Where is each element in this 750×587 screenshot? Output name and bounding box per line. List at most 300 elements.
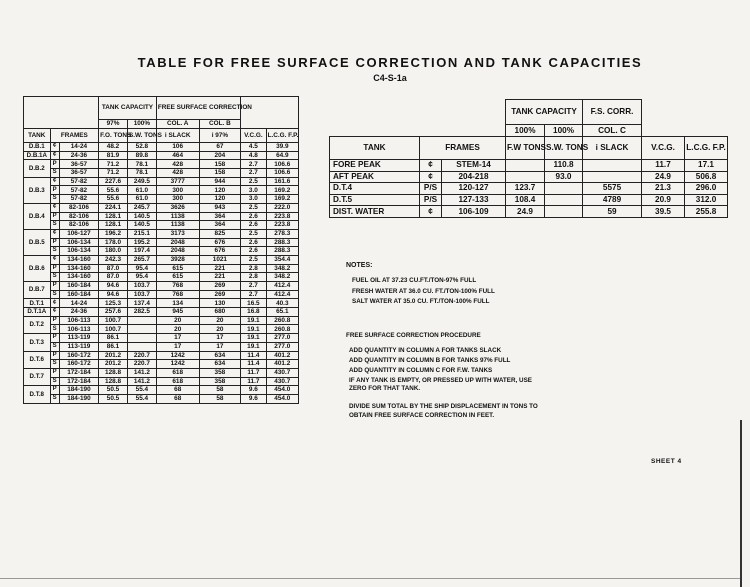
frames-cell: 14-24 (59, 143, 98, 152)
table-row (24, 195, 299, 204)
table-row (24, 368, 299, 377)
vcg-cell: 2.6 (241, 212, 266, 221)
i97-cell: 221 (199, 273, 241, 282)
header-i-97: i 97% (199, 129, 241, 143)
slack-cell: 768 (156, 282, 199, 291)
side-marker: S (50, 169, 59, 178)
vcg-cell: 11.7 (241, 368, 266, 377)
vcg-cell: 2.7 (241, 160, 266, 169)
slack-cell: 3173 (156, 229, 199, 238)
vcg-cell: 4.8 (241, 151, 266, 160)
header-tank: TANK (24, 129, 51, 143)
header-col-b: COL. B (199, 120, 241, 129)
procedure-line: ADD QUANTITY IN COLUMN C FOR F.W. TANKS (349, 367, 493, 375)
vcg-cell: 39.5 (642, 206, 685, 218)
slack-cell: 134 (156, 299, 199, 308)
procedure-line: IF ANY TANK IS EMPTY, OR PRESSED UP WITH WATER, USE (349, 376, 532, 384)
slack-cell: 5575 (583, 183, 642, 195)
vcg-cell: 2.8 (241, 264, 266, 273)
slack-cell: 68 (156, 386, 199, 395)
frames-cell: 160-184 (59, 290, 98, 299)
frames-cell: 120-127 (442, 183, 506, 195)
procedure-list (349, 346, 532, 394)
vcg-cell: 24.9 (642, 171, 685, 183)
i97-cell: 20 (199, 316, 241, 325)
procedure-line: ADD QUANTITY IN COLUMN A FOR TANKS SLACK (349, 347, 502, 354)
frames-cell: 134-160 (59, 264, 98, 273)
frames-cell: 204-218 (442, 171, 506, 183)
frames-cell: 172-184 (59, 368, 98, 377)
page-subtitle: C4-S-1a (373, 73, 407, 83)
lcg-cell: 278.3 (266, 229, 298, 238)
side-marker: ¢ (420, 160, 442, 172)
vcg-cell: 2.5 (241, 177, 266, 186)
fo-tons-cell: 178.0 (99, 238, 128, 247)
frames-cell: 106-134 (59, 238, 98, 247)
sw-tons-cell: 137.4 (127, 299, 156, 308)
i97-cell: 158 (199, 169, 241, 178)
sw-tons-cell: 265.7 (127, 255, 156, 264)
side-marker: P/S (420, 183, 442, 195)
table-row (24, 282, 299, 291)
header-tank-capacity: TANK CAPACITY (506, 100, 583, 125)
fo-tons-cell: 55.6 (99, 186, 128, 195)
frames-cell: 113-119 (59, 334, 98, 343)
sw-tons-cell: 55.4 (127, 386, 156, 395)
vcg-cell: 4.5 (241, 143, 266, 152)
lcg-cell: 454.0 (266, 394, 298, 403)
lcg-cell: 277.0 (266, 334, 298, 343)
lcg-cell: 506.8 (685, 171, 728, 183)
table-row (24, 255, 299, 264)
sw-tons-cell: 89.8 (127, 151, 156, 160)
slack-cell: 3777 (156, 177, 199, 186)
table-row (24, 386, 299, 395)
tank-name: D.B.1A (24, 151, 51, 160)
tank-name: D.T.4 (330, 183, 420, 195)
table-row (24, 299, 299, 308)
fw-tons-cell: 108.4 (506, 194, 545, 206)
lcg-cell: 401.2 (266, 351, 298, 360)
table-row (330, 171, 728, 183)
note-line: SALT WATER AT 35.0 CU. FT./TON-100% FULL (352, 298, 490, 305)
procedure-heading: FREE SURFACE CORRECTION PROCEDURE (346, 332, 481, 339)
fo-tons-cell: 125.3 (99, 299, 128, 308)
side-marker: ¢ (50, 299, 59, 308)
lcg-cell: 223.8 (266, 221, 298, 230)
header-lcg: L.C.G. F.P. (685, 137, 728, 160)
fo-tons-cell: 128.8 (99, 368, 128, 377)
fo-tons-cell: 227.6 (99, 177, 128, 186)
slack-cell: 618 (156, 377, 199, 386)
side-marker: S (50, 394, 59, 403)
vcg-cell: 11.7 (241, 377, 266, 386)
tank-name: D.B.4 (24, 203, 51, 229)
fo-tons-cell: 55.6 (99, 195, 128, 204)
sw-tons-cell: 78.1 (127, 160, 156, 169)
sw-tons-cell: 249.5 (127, 177, 156, 186)
tank-name: D.T.8 (24, 386, 51, 403)
lcg-cell: 255.8 (685, 206, 728, 218)
sheet-number: SHEET 4 (651, 458, 682, 465)
fo-tons-cell: 81.9 (99, 151, 128, 160)
header-free-surface-correction: FREE SURFACE CORRECTION (156, 97, 240, 120)
lcg-cell: 296.0 (685, 183, 728, 195)
fo-tons-cell: 48.2 (99, 143, 128, 152)
i97-cell: 364 (199, 221, 241, 230)
lcg-cell: 169.2 (266, 186, 298, 195)
slack-cell: 17 (156, 334, 199, 343)
vcg-cell: 11.4 (241, 351, 266, 360)
side-marker: P (50, 264, 59, 273)
table-row (24, 160, 299, 169)
fo-tons-cell: 100.7 (99, 316, 128, 325)
lcg-cell: 277.0 (266, 342, 298, 351)
sw-tons-cell (545, 183, 583, 195)
header-tank: TANK (330, 137, 420, 160)
sw-tons-cell: 141.2 (127, 368, 156, 377)
header-fs-corr: F.S. CORR. (583, 100, 642, 125)
table-row (24, 290, 299, 299)
tank-name: D.B.3 (24, 177, 51, 203)
lcg-cell: 169.2 (266, 195, 298, 204)
notes-list (352, 276, 495, 308)
frames-cell: 24-36 (59, 151, 98, 160)
i97-cell: 58 (199, 394, 241, 403)
vcg-cell: 11.4 (241, 360, 266, 369)
tank-name: D.B.1 (24, 143, 51, 152)
frames-cell: 134-160 (59, 273, 98, 282)
frames-cell: 24-36 (59, 308, 98, 317)
sw-tons-cell: 78.1 (127, 169, 156, 178)
vcg-cell: 19.1 (241, 342, 266, 351)
fo-tons-cell: 86.1 (99, 342, 128, 351)
procedure-line: ZERO FOR THAT TANK. (349, 385, 421, 393)
table-row (24, 377, 299, 386)
header-frames: FRAMES (50, 129, 99, 143)
fo-tons-cell: 201.2 (99, 351, 128, 360)
slack-cell: 1138 (156, 212, 199, 221)
side-marker: P (50, 351, 59, 360)
lcg-cell: 430.7 (266, 368, 298, 377)
tank-name: D.T.3 (24, 334, 51, 351)
frames-cell: 160-172 (59, 360, 98, 369)
header-tank-capacity: TANK CAPACITY (99, 97, 157, 120)
header-97: 97% (99, 120, 128, 129)
fresh-water-tank-table (329, 99, 728, 218)
header-sw-tons: S.W. TONS (545, 137, 583, 160)
frames-cell: 82-106 (59, 203, 98, 212)
side-marker: ¢ (50, 203, 59, 212)
slack-cell: 20 (156, 316, 199, 325)
side-marker: S (50, 247, 59, 256)
table-row (24, 325, 299, 334)
i97-cell: 158 (199, 160, 241, 169)
frames-cell: 184-190 (59, 394, 98, 403)
sw-tons-cell: 95.4 (127, 264, 156, 273)
slack-cell: 68 (156, 394, 199, 403)
table-row (24, 221, 299, 230)
sw-tons-cell: 61.0 (127, 195, 156, 204)
frames-cell: 106-113 (59, 325, 98, 334)
i97-cell: 120 (199, 186, 241, 195)
slack-cell: 945 (156, 308, 199, 317)
header-lcg: L.C.G. F.P. (266, 129, 298, 143)
lcg-cell: 40.3 (266, 299, 298, 308)
vcg-cell: 16.8 (241, 308, 266, 317)
frames-cell: STEM-14 (442, 160, 506, 172)
side-marker: ¢ (50, 255, 59, 264)
lcg-cell: 454.0 (266, 386, 298, 395)
i97-cell: 825 (199, 229, 241, 238)
table-row (24, 229, 299, 238)
slack-cell: 300 (156, 195, 199, 204)
slack-cell: 17 (156, 342, 199, 351)
side-marker: P (50, 282, 59, 291)
lcg-cell: 354.4 (266, 255, 298, 264)
fo-tons-cell: 128.1 (99, 212, 128, 221)
lcg-cell: 401.2 (266, 360, 298, 369)
slack-cell: 3928 (156, 255, 199, 264)
sw-tons-cell: 245.7 (127, 203, 156, 212)
vcg-cell: 2.5 (241, 229, 266, 238)
vcg-cell: 2.7 (241, 290, 266, 299)
fo-tons-cell: 86.1 (99, 334, 128, 343)
tank-name: D.T.7 (24, 368, 51, 385)
side-marker: ¢ (50, 143, 59, 152)
table-row (24, 342, 299, 351)
header-frames: FRAMES (420, 137, 506, 160)
frames-cell: 184-190 (59, 386, 98, 395)
lcg-cell: 412.4 (266, 282, 298, 291)
table-row (24, 186, 299, 195)
vcg-cell: 2.7 (241, 169, 266, 178)
lcg-cell: 223.8 (266, 212, 298, 221)
slack-cell: 2048 (156, 238, 199, 247)
vcg-cell: 11.7 (642, 160, 685, 172)
tank-name: DIST. WATER (330, 206, 420, 218)
table-row (24, 334, 299, 343)
table-row (24, 273, 299, 282)
sw-tons-cell: 141.2 (127, 377, 156, 386)
side-marker: P (50, 238, 59, 247)
vcg-cell: 19.1 (241, 316, 266, 325)
side-marker: P (50, 186, 59, 195)
frames-cell: 14-24 (59, 299, 98, 308)
fo-tons-cell: 196.2 (99, 229, 128, 238)
header-col-a: COL. A (156, 120, 199, 129)
slack-cell: 618 (156, 368, 199, 377)
slack-cell: 1138 (156, 221, 199, 230)
fw-tons-cell: 123.7 (506, 183, 545, 195)
fo-tons-cell: 242.3 (99, 255, 128, 264)
side-marker: S (50, 290, 59, 299)
slack-cell: 428 (156, 160, 199, 169)
header-fo-tons: F.O. TONS (99, 129, 128, 143)
frames-cell: 57-82 (59, 186, 98, 195)
table-row (330, 194, 728, 206)
procedure-line: ADD QUANTITY IN COLUMN B FOR TANKS 97% FULL (349, 357, 511, 365)
fo-tons-cell: 71.2 (99, 169, 128, 178)
side-marker: ¢ (420, 171, 442, 183)
sw-tons-cell: 93.0 (545, 171, 583, 183)
vcg-cell: 3.0 (241, 195, 266, 204)
sw-tons-cell (127, 325, 156, 334)
i97-cell: 221 (199, 264, 241, 273)
free-surface-table (23, 96, 299, 404)
frames-cell: 36-57 (59, 169, 98, 178)
i97-cell: 1021 (199, 255, 241, 264)
fo-tons-cell: 201.2 (99, 360, 128, 369)
frames-cell: 82-106 (59, 212, 98, 221)
sw-tons-cell (545, 206, 583, 218)
side-marker: P/S (420, 194, 442, 206)
vcg-cell: 21.3 (642, 183, 685, 195)
fo-tons-cell: 224.1 (99, 203, 128, 212)
vcg-cell: 20.9 (642, 194, 685, 206)
lcg-cell: 260.8 (266, 325, 298, 334)
table-row (330, 183, 728, 195)
slack-cell: 106 (156, 143, 199, 152)
lcg-cell: 260.8 (266, 316, 298, 325)
sw-tons-cell: 140.5 (127, 221, 156, 230)
lcg-cell: 222.0 (266, 203, 298, 212)
frames-cell: 113-119 (59, 342, 98, 351)
side-marker: S (50, 360, 59, 369)
header-100-fw: 100% (506, 125, 545, 137)
table-row (24, 177, 299, 186)
page-title: TABLE FOR FREE SURFACE CORRECTION AND TANK CAPACITIES (137, 55, 643, 70)
i97-cell: 676 (199, 247, 241, 256)
side-marker: S (50, 342, 59, 351)
frames-cell: 57-82 (59, 177, 98, 186)
slack-cell (583, 160, 642, 172)
vcg-cell: 3.0 (241, 186, 266, 195)
tank-name: D.B.6 (24, 255, 51, 281)
sw-tons-cell: 103.7 (127, 282, 156, 291)
slack-cell: 1242 (156, 351, 199, 360)
fo-tons-cell: 87.0 (99, 264, 128, 273)
header-vcg: V.C.G. (241, 129, 266, 143)
side-marker: ¢ (50, 229, 59, 238)
tank-name: AFT PEAK (330, 171, 420, 183)
lcg-cell: 348.2 (266, 273, 298, 282)
sw-tons-cell: 282.5 (127, 308, 156, 317)
i97-cell: 20 (199, 325, 241, 334)
i97-cell: 364 (199, 212, 241, 221)
sw-tons-cell: 220.7 (127, 351, 156, 360)
slack-cell: 464 (156, 151, 199, 160)
slack-cell: 428 (156, 169, 199, 178)
i97-cell: 58 (199, 386, 241, 395)
vcg-cell: 19.1 (241, 334, 266, 343)
page-edge (740, 420, 742, 587)
i97-cell: 269 (199, 290, 241, 299)
fo-tons-cell: 180.0 (99, 247, 128, 256)
sw-tons-cell: 52.8 (127, 143, 156, 152)
frames-cell: 160-172 (59, 351, 98, 360)
fo-tons-cell: 94.6 (99, 282, 128, 291)
vcg-cell: 16.5 (241, 299, 266, 308)
side-marker: S (50, 273, 59, 282)
header-fw-tons: F.W TONS (506, 137, 545, 160)
tank-name: D.T.1A (24, 308, 51, 317)
table-row (24, 143, 299, 152)
i97-cell: 680 (199, 308, 241, 317)
tank-name: FORE PEAK (330, 160, 420, 172)
lcg-cell: 288.3 (266, 238, 298, 247)
slack-cell: 615 (156, 264, 199, 273)
side-marker: ¢ (420, 206, 442, 218)
sw-tons-cell: 195.2 (127, 238, 156, 247)
vcg-cell: 19.1 (241, 325, 266, 334)
frames-cell: 134-160 (59, 255, 98, 264)
vcg-cell: 2.6 (241, 238, 266, 247)
tank-name: D.T.6 (24, 351, 51, 368)
lcg-cell: 39.9 (266, 143, 298, 152)
table-row (24, 264, 299, 273)
slack-cell: 300 (156, 186, 199, 195)
sw-tons-cell (545, 194, 583, 206)
side-marker: S (50, 195, 59, 204)
fo-tons-cell: 71.2 (99, 160, 128, 169)
sw-tons-cell: 197.4 (127, 247, 156, 256)
sw-tons-cell: 215.1 (127, 229, 156, 238)
i97-cell: 358 (199, 368, 241, 377)
side-marker: ¢ (50, 151, 59, 160)
i97-cell: 358 (199, 377, 241, 386)
vcg-cell: 2.6 (241, 221, 266, 230)
frames-cell: 57-82 (59, 195, 98, 204)
frames-cell: 106-113 (59, 316, 98, 325)
side-marker: S (50, 377, 59, 386)
side-marker: P (50, 316, 59, 325)
frames-cell: 82-106 (59, 221, 98, 230)
i97-cell: 634 (199, 360, 241, 369)
tank-name: D.T.1 (24, 299, 51, 308)
notes-heading: NOTES: (346, 262, 373, 269)
table-row (24, 247, 299, 256)
i97-cell: 943 (199, 203, 241, 212)
side-marker: P (50, 386, 59, 395)
tank-name: D.B.5 (24, 229, 51, 255)
fo-tons-cell: 94.6 (99, 290, 128, 299)
tank-name: D.T.5 (330, 194, 420, 206)
table-row (330, 160, 728, 172)
slack-cell: 3626 (156, 203, 199, 212)
procedure-divide (349, 402, 538, 420)
header-i-slack: i SLACK (156, 129, 199, 143)
side-marker: P (50, 368, 59, 377)
fw-tons-cell (506, 171, 545, 183)
fo-tons-cell: 128.1 (99, 221, 128, 230)
slack-cell: 768 (156, 290, 199, 299)
fo-tons-cell: 50.5 (99, 394, 128, 403)
table-row (24, 212, 299, 221)
vcg-cell: 2.7 (241, 282, 266, 291)
slack-cell (583, 171, 642, 183)
header-sw-tons: S.W. TONS (127, 129, 156, 143)
tank-name: D.B.7 (24, 282, 51, 299)
sw-tons-cell: 103.7 (127, 290, 156, 299)
i97-cell: 676 (199, 238, 241, 247)
lcg-cell: 65.1 (266, 308, 298, 317)
frames-cell: 127-133 (442, 194, 506, 206)
header-100: 100% (127, 120, 156, 129)
frames-cell: 160-184 (59, 282, 98, 291)
slack-cell: 4789 (583, 194, 642, 206)
sw-tons-cell: 55.4 (127, 394, 156, 403)
